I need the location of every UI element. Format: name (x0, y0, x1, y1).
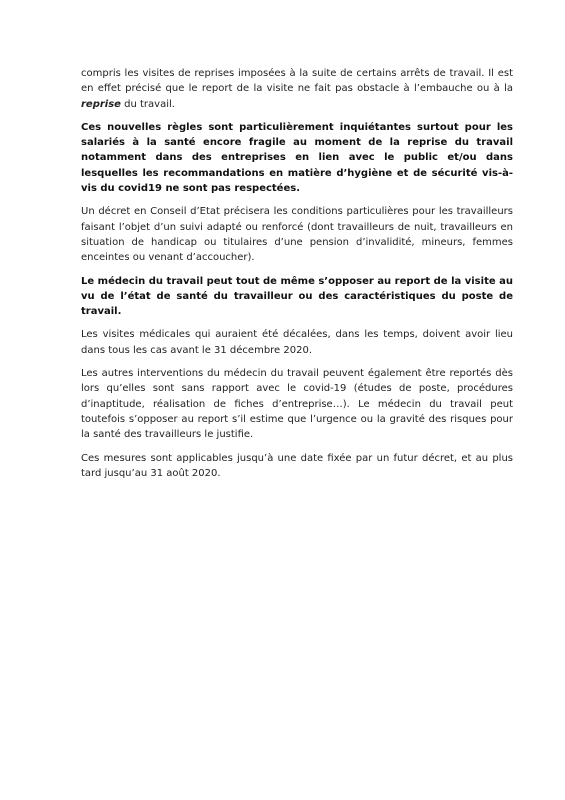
paragraph-autres-interventions: Les autres interventions du médecin du travail peuvent également être reportés dès lors qu’elles sont sans rapport avec le covid-19 (études de poste, procédures d’inaptitude, réalisation de fiches d’entreprise…). Le médecin du travail peut toutefois s’opposer au report s’il estime que l’urgence ou la gravité des risques pour la santé des travailleurs le justifie. (81, 368, 513, 441)
paragraph-visites-reprise (81, 66, 513, 112)
paragraph-1-end: du travail. (120, 98, 175, 110)
paragraph-mesures-applicables: Ces mesures sont applicables jusqu’à une date fixée par un futur décret, et au plus tard jusqu’au 31 août 2020. (81, 452, 513, 479)
paragraph-visites-decalees: Les visites médicales qui auraient été décalées, dans les temps, doivent avoir lieu dans tous les cas avant le 31 décembre 2020. (81, 329, 513, 356)
paragraph-opposition-medecin: Le médecin du travail peut tout de même s’opposer au report de la visite au vu de l’état de santé du travailleur ou des caractéristiques du poste de travail. (81, 275, 513, 318)
emphasis-reprise: reprise (81, 98, 121, 110)
paragraph-decret-conseil-etat: Un décret en Conseil d’Etat précisera les conditions particulières pour les travailleurs faisant l’objet d’un suivi adapté ou renforcé (dont travailleurs de nuit, travailleurs en situation de handicap ou titulaires d’une pension d’invalidité, mineurs, femmes enceintes ou venant d’accoucher). (81, 206, 513, 264)
document-page (81, 66, 513, 489)
paragraph-nouvelles-regles: Ces nouvelles règles sont particulièrement inquiétantes surtout pour les salariés à la santé encore fragile au moment de la reprise du travail notamment dans des entreprises en lien avec le public et/ou dans lesquelles les recommandations en matière d’hygiène et de sécurité vis-à-vis du covid19 ne sont pas respectées. (81, 121, 513, 195)
paragraph-1-text: compris les visites de reprises imposées à la suite de certains arrêts de travail. Il est en effet précisé que le report de la visite ne fait pas obstacle à l’embauche ou à la (81, 68, 513, 95)
